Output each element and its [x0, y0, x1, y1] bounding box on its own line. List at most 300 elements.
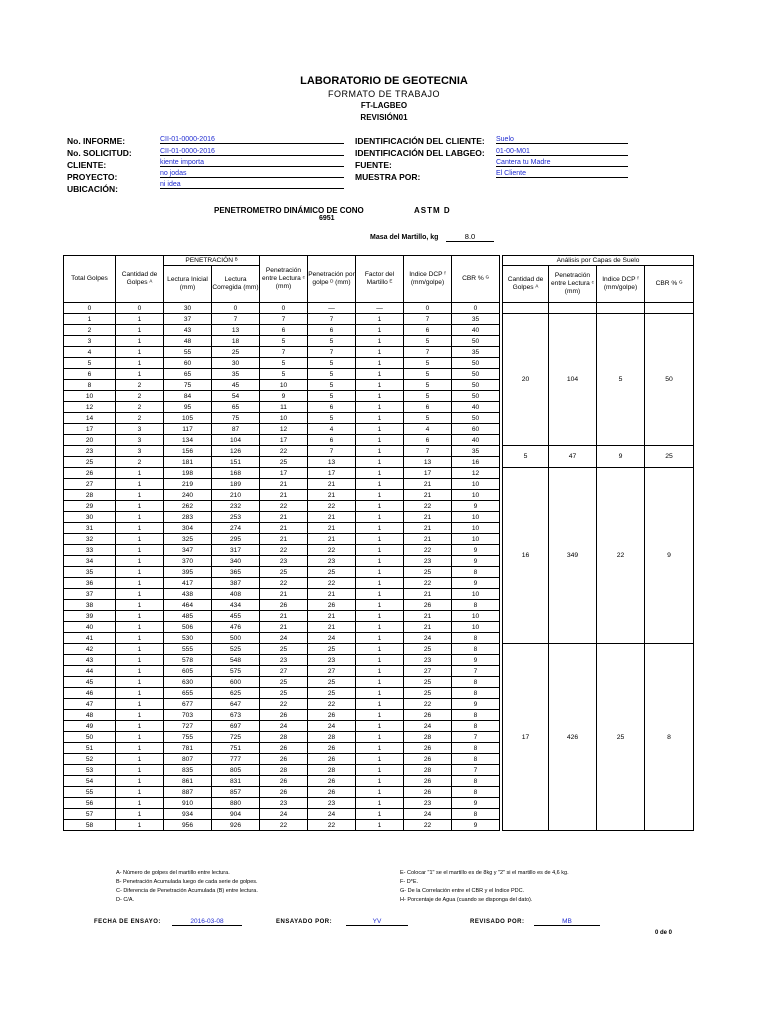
table-cell: 5 — [404, 413, 452, 424]
table-cell: 3 — [64, 336, 116, 347]
table-cell: 600 — [212, 677, 260, 688]
note-h: H- Porcentaje de Agua (cuando se disponga del dato). — [400, 897, 533, 903]
table-cell: 25 — [404, 688, 452, 699]
table-cell: 347 — [164, 545, 212, 556]
table-cell: 677 — [164, 699, 212, 710]
table-cell: 49 — [64, 721, 116, 732]
table-cell: 40 — [64, 622, 116, 633]
col-analysis-penetracion: Penetración entre Lectura ᶜ (mm) — [549, 266, 597, 303]
table-cell: 1 — [116, 798, 164, 809]
request-no-value: CII-01-0000-2016 — [160, 148, 344, 156]
table-row — [64, 446, 694, 457]
table-cell: 506 — [164, 622, 212, 633]
format-title: FORMATO DE TRABAJO — [327, 89, 440, 99]
table-cell: 21 — [404, 479, 452, 490]
table-cell: 51 — [64, 743, 116, 754]
table-cell: 21 — [308, 534, 356, 545]
table-cell: 7 — [212, 314, 260, 325]
table-cell: 2 — [116, 457, 164, 468]
table-cell: 198 — [164, 468, 212, 479]
note-b: B- Penetración Acumulada luego de cada serie de golpes. — [116, 879, 258, 885]
table-cell: 8 — [452, 600, 500, 611]
table-cell: 835 — [164, 765, 212, 776]
table-cell: 625 — [212, 688, 260, 699]
table-cell: 126 — [212, 446, 260, 457]
note-c: C- Diferencia de Penetración Acumulada (B) entre lectura. — [116, 888, 258, 894]
table-cell: 283 — [164, 512, 212, 523]
table-cell: 1 — [116, 622, 164, 633]
table-cell: 25 — [260, 688, 308, 699]
column-gap — [500, 589, 503, 600]
table-cell: 5 — [260, 369, 308, 380]
table-cell: 1 — [116, 556, 164, 567]
table-cell: 1 — [116, 369, 164, 380]
column-gap — [500, 677, 503, 688]
table-cell: 24 — [308, 809, 356, 820]
column-gap — [500, 688, 503, 699]
table-cell: 25 — [308, 567, 356, 578]
table-cell: 219 — [164, 479, 212, 490]
table-cell: 530 — [164, 633, 212, 644]
table-cell: 24 — [260, 809, 308, 820]
table-cell: 1 — [356, 633, 404, 644]
table-cell: 28 — [260, 732, 308, 743]
table-cell: 7 — [308, 314, 356, 325]
table-cell: 807 — [164, 754, 212, 765]
test-name: PENETROMETRO DINÁMICO DE CONO — [214, 206, 364, 215]
table-cell: 1 — [356, 314, 404, 325]
column-gap — [500, 336, 503, 347]
table-cell: 1 — [116, 589, 164, 600]
table-cell: 24 — [308, 721, 356, 732]
table-cell: 25 — [260, 644, 308, 655]
layer-golpes-cell: 5 — [503, 446, 549, 468]
analysis-empty-cell — [645, 303, 694, 314]
tested-by-value: YV — [346, 918, 408, 926]
table-cell: 30 — [212, 358, 260, 369]
table-cell: 647 — [212, 699, 260, 710]
table-cell: 22 — [260, 446, 308, 457]
table-cell: 168 — [212, 468, 260, 479]
table-cell: — — [308, 303, 356, 314]
analysis-empty-cell — [597, 303, 645, 314]
table-cell: 2 — [116, 402, 164, 413]
table-cell: 1 — [356, 369, 404, 380]
column-gap — [500, 754, 503, 765]
table-cell: 5 — [404, 358, 452, 369]
table-cell: 16 — [452, 457, 500, 468]
table-cell: 655 — [164, 688, 212, 699]
penetracion-group-header: PENETRACIÓN ᴮ — [164, 256, 260, 266]
table-cell: 0 — [212, 303, 260, 314]
table-cell: 8 — [452, 743, 500, 754]
column-gap — [500, 809, 503, 820]
table-cell: 5 — [404, 369, 452, 380]
table-cell: 548 — [212, 655, 260, 666]
table-cell: 1 — [356, 754, 404, 765]
table-cell: 1 — [116, 314, 164, 325]
column-gap — [500, 457, 503, 468]
table-cell: 50 — [452, 391, 500, 402]
table-cell: 0 — [404, 303, 452, 314]
table-cell: 1 — [356, 347, 404, 358]
table-cell: 25 — [308, 677, 356, 688]
table-cell: 50 — [452, 369, 500, 380]
table-cell: 7 — [404, 314, 452, 325]
table-cell: 84 — [164, 391, 212, 402]
lab-title: LABORATORIO DE GEOTECNIA — [300, 75, 468, 87]
table-group-header — [64, 256, 694, 266]
table-cell: 910 — [164, 798, 212, 809]
table-cell: 1 — [356, 677, 404, 688]
table-cell: 1 — [356, 688, 404, 699]
table-cell: 1 — [116, 743, 164, 754]
table-cell: 43 — [164, 325, 212, 336]
table-cell: 25 — [404, 677, 452, 688]
request-no-label: No. SOLICITUD: — [67, 148, 132, 158]
table-cell: 9 — [452, 655, 500, 666]
table-cell: 18 — [212, 336, 260, 347]
table-cell: 1 — [116, 512, 164, 523]
table-cell: 22 — [260, 578, 308, 589]
table-cell: 7 — [260, 314, 308, 325]
column-gap — [500, 567, 503, 578]
table-cell: 21 — [308, 611, 356, 622]
table-cell: 1 — [116, 809, 164, 820]
table-cell: 57 — [64, 809, 116, 820]
column-gap — [500, 776, 503, 787]
table-cell: 1 — [356, 666, 404, 677]
table-cell: 3 — [116, 424, 164, 435]
table-cell: 48 — [164, 336, 212, 347]
table-cell: 17 — [260, 435, 308, 446]
client-id-label: IDENTIFICACIÓN DEL CLIENTE: — [355, 136, 485, 146]
table-cell: 21 — [404, 622, 452, 633]
table-cell: 1 — [356, 743, 404, 754]
test-date-label: FECHA DE ENSAYO: — [94, 919, 161, 925]
table-cell: 27 — [308, 666, 356, 677]
table-cell: 1 — [356, 402, 404, 413]
table-row — [64, 303, 694, 314]
table-cell: 1 — [356, 809, 404, 820]
col-factor-martillo: Factor del Martillo ᴱ — [356, 256, 404, 303]
table-cell: 5 — [308, 336, 356, 347]
table-cell: 1 — [356, 446, 404, 457]
column-gap — [500, 633, 503, 644]
table-cell: 5 — [308, 369, 356, 380]
table-cell: 9 — [452, 501, 500, 512]
table-cell: 5 — [404, 391, 452, 402]
table-cell: 21 — [308, 490, 356, 501]
table-cell: 22 — [404, 699, 452, 710]
table-cell: 5 — [260, 358, 308, 369]
table-cell: 28 — [260, 765, 308, 776]
column-gap — [500, 501, 503, 512]
table-cell: 673 — [212, 710, 260, 721]
table-cell: 37 — [164, 314, 212, 325]
table-cell: 9 — [452, 699, 500, 710]
table-cell: 387 — [212, 578, 260, 589]
table-cell: 304 — [164, 523, 212, 534]
table-cell: 8 — [452, 644, 500, 655]
note-g: G- De la Correlación entre el CBR y el Indice PDC. — [400, 888, 525, 894]
table-cell: 104 — [212, 435, 260, 446]
analysis-empty-cell — [503, 303, 549, 314]
column-gap — [500, 798, 503, 809]
table-cell: 22 — [404, 501, 452, 512]
column-gap — [500, 699, 503, 710]
table-cell: 26 — [308, 743, 356, 754]
note-e: E- Colocar "1" se el martillo es de 8kg y "2" si el martillo es de 4,6 kg. — [400, 870, 569, 876]
report-no-value: CII-01-0000-2016 — [160, 136, 344, 144]
table-cell: 23 — [404, 655, 452, 666]
table-cell: 9 — [452, 798, 500, 809]
table-cell: 2 — [64, 325, 116, 336]
project-value: no jodas — [160, 170, 344, 178]
table-cell: 26 — [308, 710, 356, 721]
table-cell: 50 — [452, 336, 500, 347]
table-cell: 53 — [64, 765, 116, 776]
table-cell: 1 — [356, 699, 404, 710]
table-cell: 857 — [212, 787, 260, 798]
table-cell: 1 — [356, 611, 404, 622]
reviewed-by-label: REVISADO POR: — [470, 919, 525, 925]
table-cell: 887 — [164, 787, 212, 798]
col-penetracion-entre-lectura: Penetración entre Lectura ᶜ (mm) — [260, 256, 308, 303]
table-cell: 75 — [212, 413, 260, 424]
table-cell: 1 — [116, 611, 164, 622]
table-cell: 1 — [356, 435, 404, 446]
table-cell: 189 — [212, 479, 260, 490]
table-cell: 37 — [64, 589, 116, 600]
table-cell: 210 — [212, 490, 260, 501]
table-cell: 23 — [260, 556, 308, 567]
table-cell: 21 — [404, 589, 452, 600]
table-cell: 60 — [164, 358, 212, 369]
table-cell: 8 — [452, 787, 500, 798]
table-cell: 13 — [308, 457, 356, 468]
table-cell: 1 — [116, 688, 164, 699]
table-cell: 0 — [116, 303, 164, 314]
table-cell: 23 — [308, 655, 356, 666]
table-cell: 25 — [404, 644, 452, 655]
table-cell: 21 — [260, 479, 308, 490]
table-cell: 1 — [356, 655, 404, 666]
table-cell: 10 — [64, 391, 116, 402]
table-cell: 926 — [212, 820, 260, 831]
table-cell: 7 — [404, 446, 452, 457]
table-cell: 117 — [164, 424, 212, 435]
table-cell: 45 — [64, 677, 116, 688]
table-cell: 46 — [64, 688, 116, 699]
table-cell: 7 — [452, 666, 500, 677]
layer-dcp-cell: 25 — [597, 644, 645, 831]
table-cell: 28 — [308, 732, 356, 743]
table-cell: 27 — [260, 666, 308, 677]
table-cell: 8 — [452, 710, 500, 721]
reviewed-by-value: MB — [534, 918, 600, 926]
table-cell: 727 — [164, 721, 212, 732]
table-cell: 6 — [404, 402, 452, 413]
table-cell: 274 — [212, 523, 260, 534]
table-cell: 1 — [356, 644, 404, 655]
table-cell: 1 — [356, 545, 404, 556]
table-cell: 52 — [64, 754, 116, 765]
table-cell: 9 — [452, 556, 500, 567]
table-cell: 55 — [164, 347, 212, 358]
table-cell: 21 — [260, 490, 308, 501]
table-cell: 26 — [260, 710, 308, 721]
table-cell: 22 — [308, 578, 356, 589]
table-cell: 1 — [116, 325, 164, 336]
table-cell: 1 — [356, 523, 404, 534]
column-gap — [500, 710, 503, 721]
client-value: kiente importa — [160, 159, 344, 167]
table-cell: 697 — [212, 721, 260, 732]
table-cell: 26 — [260, 776, 308, 787]
table-cell: 23 — [64, 446, 116, 457]
table-cell: 21 — [308, 479, 356, 490]
table-cell: 22 — [404, 820, 452, 831]
column-gap — [500, 578, 503, 589]
table-cell: 455 — [212, 611, 260, 622]
table-cell: 1 — [356, 578, 404, 589]
table-cell: 8 — [452, 688, 500, 699]
table-cell: 24 — [404, 809, 452, 820]
location-value: ni idea — [160, 181, 344, 189]
table-cell: 1 — [116, 578, 164, 589]
table-cell: 30 — [64, 512, 116, 523]
table-cell: 1 — [116, 710, 164, 721]
tested-by-label: ENSAYADO POR: — [276, 919, 333, 925]
table-cell: 21 — [260, 589, 308, 600]
table-cell: 9 — [452, 545, 500, 556]
table-cell: 485 — [164, 611, 212, 622]
column-gap — [500, 413, 503, 424]
column-gap — [500, 743, 503, 754]
column-gap — [500, 490, 503, 501]
note-a: A- Número de golpes del martillo entre lectura. — [116, 870, 230, 876]
table-cell: 630 — [164, 677, 212, 688]
table-cell: 438 — [164, 589, 212, 600]
project-label: PROYECTO: — [67, 172, 118, 182]
table-cell: 1 — [356, 490, 404, 501]
column-gap — [500, 325, 503, 336]
table-cell: 22 — [308, 501, 356, 512]
layer-cbr-cell: 50 — [645, 314, 694, 446]
table-cell: 10 — [452, 512, 500, 523]
table-cell: 1 — [356, 325, 404, 336]
report-no-label: No. INFORME: — [67, 136, 126, 146]
table-cell: 23 — [404, 556, 452, 567]
test-date-value: 2016-03-08 — [172, 918, 242, 926]
column-gap — [500, 424, 503, 435]
table-cell: 1 — [116, 347, 164, 358]
note-d: D- C/A. — [116, 897, 135, 903]
table-cell: 35 — [64, 567, 116, 578]
table-cell: 1 — [116, 336, 164, 347]
table-cell: 8 — [452, 776, 500, 787]
table-cell: 1 — [116, 633, 164, 644]
table-cell: 17 — [64, 424, 116, 435]
table-cell: 934 — [164, 809, 212, 820]
table-cell: 22 — [404, 578, 452, 589]
column-gap — [500, 666, 503, 677]
table-cell: 7 — [452, 732, 500, 743]
table-cell: 30 — [164, 303, 212, 314]
table-cell: 1 — [116, 776, 164, 787]
table-row — [64, 314, 694, 325]
table-cell: 395 — [164, 567, 212, 578]
table-cell: 35 — [452, 446, 500, 457]
table-cell: 26 — [308, 776, 356, 787]
table-cell: 5 — [308, 391, 356, 402]
source-value: Cantera tu Madre — [496, 159, 628, 167]
table-cell: 8 — [452, 677, 500, 688]
table-cell: — — [356, 303, 404, 314]
table-cell: 28 — [64, 490, 116, 501]
table-cell: 9 — [452, 820, 500, 831]
col-lectura-corregida: Lectura Corregida (mm) — [212, 266, 260, 303]
table-cell: 1 — [116, 534, 164, 545]
table-cell: 21 — [260, 611, 308, 622]
table-cell: 10 — [260, 380, 308, 391]
column-gap — [500, 402, 503, 413]
table-cell: 1 — [356, 721, 404, 732]
table-cell: 6 — [64, 369, 116, 380]
layer-dcp-cell: 5 — [597, 314, 645, 446]
table-cell: 31 — [64, 523, 116, 534]
column-gap — [500, 479, 503, 490]
table-cell: 21 — [404, 523, 452, 534]
table-cell: 1 — [356, 468, 404, 479]
table-cell: 25 — [260, 457, 308, 468]
table-cell: 6 — [308, 435, 356, 446]
table-cell: 33 — [64, 545, 116, 556]
table-cell: 23 — [308, 798, 356, 809]
table-cell: 1 — [356, 798, 404, 809]
table-cell: 24 — [308, 633, 356, 644]
layer-cbr-cell: 9 — [645, 468, 694, 644]
table-cell: 58 — [64, 820, 116, 831]
table-cell: 22 — [260, 501, 308, 512]
column-gap — [500, 765, 503, 776]
column-gap — [500, 523, 503, 534]
table-cell: 35 — [452, 314, 500, 325]
column-gap — [500, 655, 503, 666]
table-cell: 7 — [308, 446, 356, 457]
table-cell: 1 — [116, 721, 164, 732]
table-cell: 1 — [356, 589, 404, 600]
table-cell: 5 — [308, 380, 356, 391]
table-cell: 476 — [212, 622, 260, 633]
table-cell: 262 — [164, 501, 212, 512]
table-cell: 1 — [116, 468, 164, 479]
table-cell: 75 — [164, 380, 212, 391]
table-cell: 1 — [116, 358, 164, 369]
client-label: CLIENTE: — [67, 160, 107, 170]
table-cell: 17 — [308, 468, 356, 479]
table-cell: 880 — [212, 798, 260, 809]
table-cell: 1 — [116, 567, 164, 578]
table-cell: 3 — [116, 446, 164, 457]
table-cell: 23 — [260, 655, 308, 666]
table-cell: 13 — [212, 325, 260, 336]
table-cell: 1 — [116, 666, 164, 677]
column-gap — [500, 391, 503, 402]
table-cell: 11 — [260, 402, 308, 413]
table-cell: 0 — [260, 303, 308, 314]
